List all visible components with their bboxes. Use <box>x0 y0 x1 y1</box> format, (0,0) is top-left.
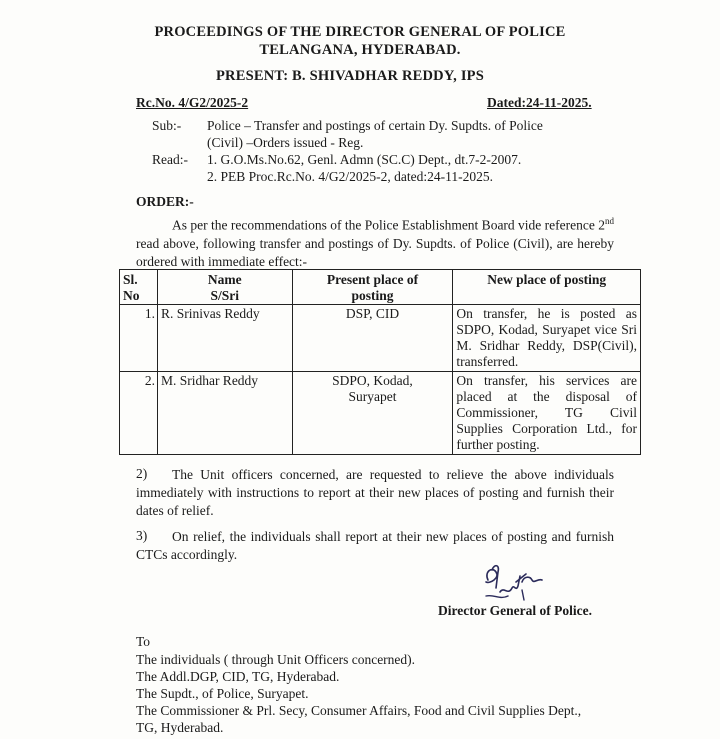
paragraph-2-number: 2) <box>136 466 148 481</box>
table-row <box>120 305 641 372</box>
read-item-1: 1. G.O.Ms.No.62, Genl. Admn (SC.C) Dept., dt.7-2-2007. <box>207 152 522 167</box>
row-present-place: DSP, CID <box>292 305 453 372</box>
handwritten-signature <box>478 562 568 608</box>
distribution-line: The Addl.DGP, CID, TG, Hyderabad. <box>136 669 340 684</box>
read-label: Read:- <box>152 152 188 167</box>
row-name: R. Srinivas Reddy <box>157 305 292 372</box>
postings-table <box>119 269 641 455</box>
reference-date: Dated:24-11-2025. <box>487 95 592 110</box>
distribution-line: TG, Hyderabad. <box>136 720 224 735</box>
reference-number: Rc.No. 4/G2/2025-2 <box>136 95 249 110</box>
row-new-place: On transfer, he is posted as SDPO, Kodad, Suryapet vice Sri M. Sridhar Reddy, DSP(Civil), transferred. <box>453 305 641 372</box>
heading-line-1: PROCEEDINGS OF THE DIRECTOR GENERAL OF POLICE <box>154 24 566 40</box>
row-sl: 1. <box>120 305 158 372</box>
row-present-place: SDPO, Kodad, Suryapet <box>292 372 453 455</box>
paragraph-3-number: 3) <box>136 528 148 543</box>
present-officer: PRESENT: B. SHIVADHAR REDDY, IPS <box>216 68 484 84</box>
distribution-to: To <box>136 634 151 649</box>
header-name: Name S/Sri <box>157 270 292 305</box>
paragraph-3: On relief, the individuals shall report at their new places of posting and furnish CTCs accordingly. <box>136 529 614 562</box>
table-row <box>120 372 641 455</box>
heading-line-2: TELANGANA, HYDERABAD. <box>259 42 461 58</box>
subject-line-2: (Civil) –Orders issued - Reg. <box>207 135 364 150</box>
row-name: M. Sridhar Reddy <box>157 372 292 455</box>
table-header-row <box>120 270 641 305</box>
read-item-2: 2. PEB Proc.Rc.No. 4/G2/2025-2, dated:24-11-2025. <box>207 169 493 184</box>
header-present-place: Present place of posting <box>292 270 453 305</box>
paragraph-2: The Unit officers concerned, are requested to relieve the above individuals immediately with instructions to report at their new places of posting and furnish their dates of relief. <box>136 467 614 518</box>
header-new-place: New place of posting <box>453 270 641 305</box>
order-title: ORDER:- <box>136 194 194 209</box>
distribution-line: The Commissioner & Prl. Secy, Consumer Affairs, Food and Civil Supplies Dept., <box>136 703 582 718</box>
row-new-place: On transfer, his services are placed at the disposal of Commissioner, TG Civil Supplies Corporation Ltd., for further posting. <box>453 372 641 455</box>
order-intro: As per the recommendations of the Police Establishment Board vide reference 2nd read above, following transfer and postings of Dy. Supdts. of Police (Civil), are hereby ordered with immediate effect:- <box>136 216 614 269</box>
signatory: Director General of Police. <box>438 603 592 618</box>
header-sl: Sl. No <box>120 270 158 305</box>
row-sl: 2. <box>120 372 158 455</box>
subject-line-1: Police – Transfer and postings of certain Dy. Supdts. of Police <box>207 118 543 133</box>
distribution-line: The individuals ( through Unit Officers concerned). <box>136 652 416 667</box>
subject-label: Sub:- <box>152 118 182 133</box>
distribution-line: The Supdt., of Police, Suryapet. <box>136 686 309 701</box>
